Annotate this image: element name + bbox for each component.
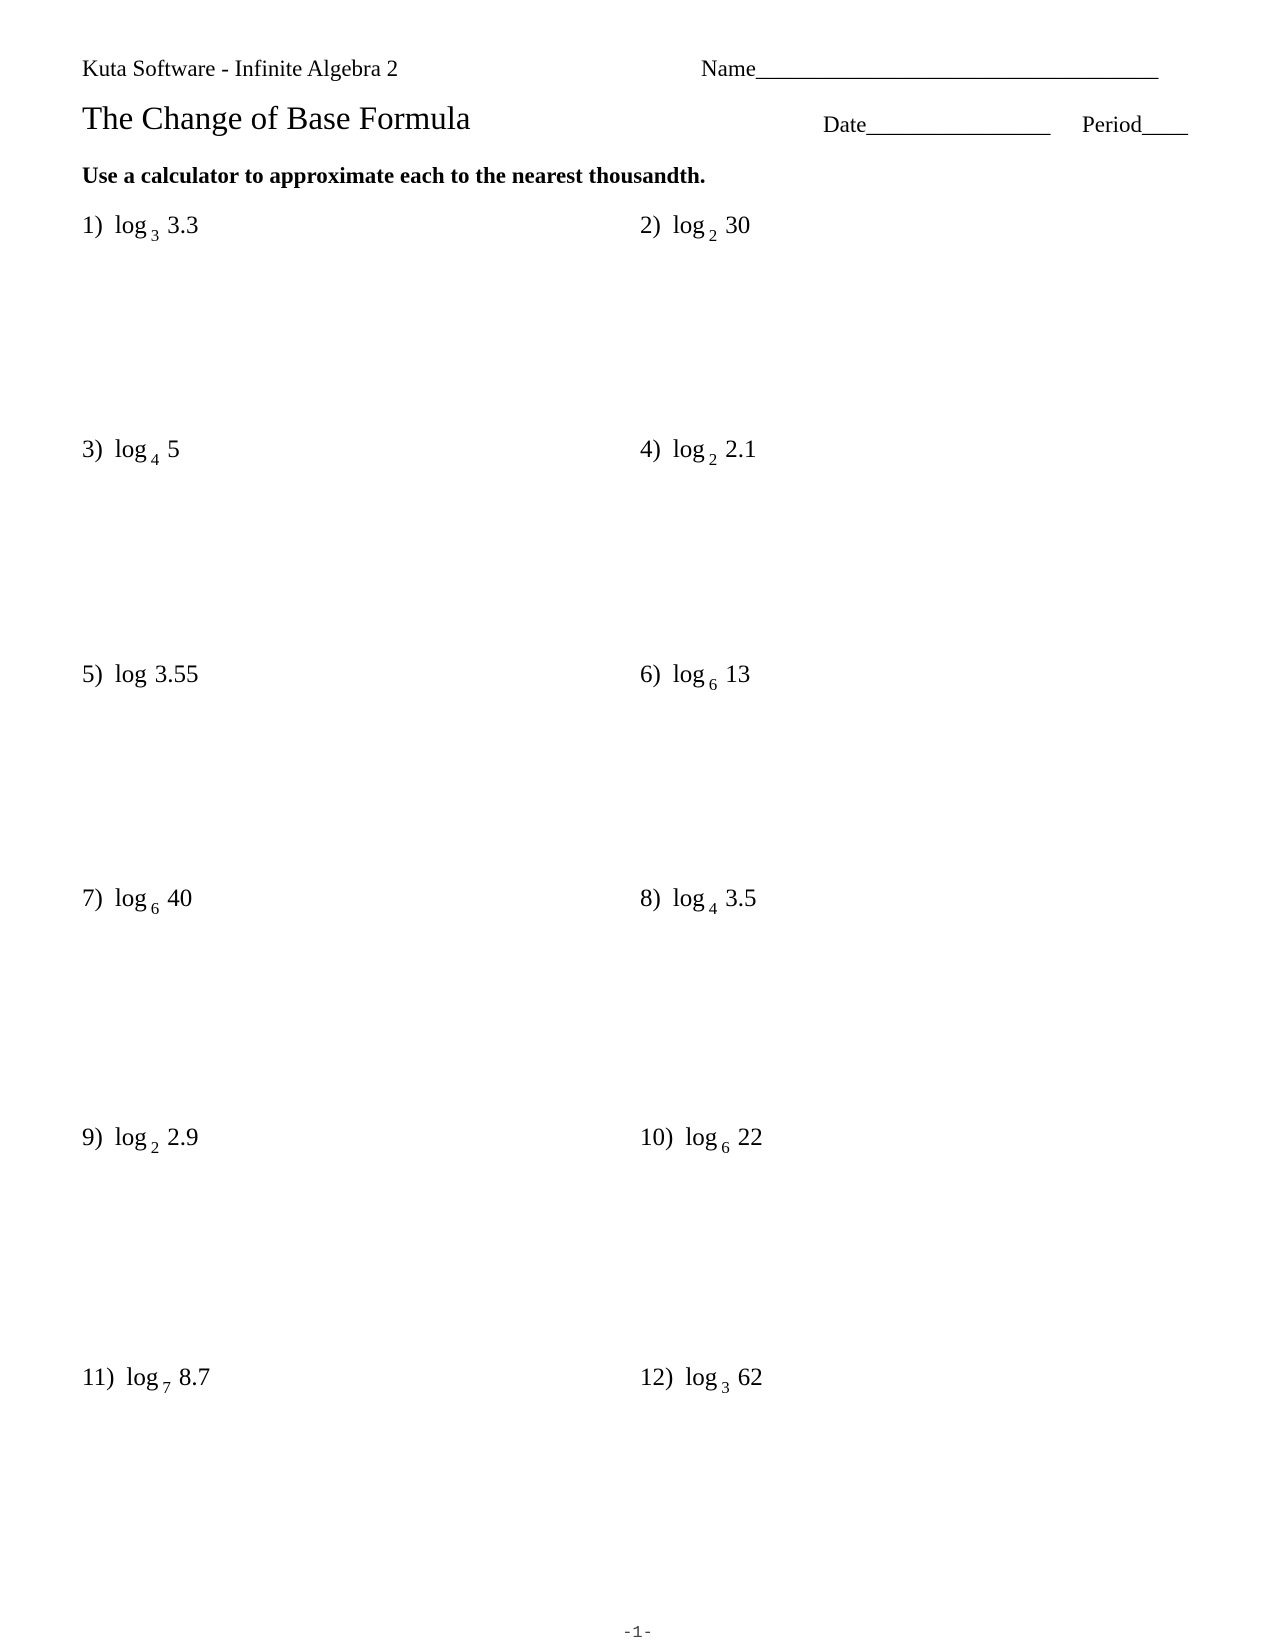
log-argument: 30 <box>725 212 751 239</box>
log-base: 6 <box>150 899 160 918</box>
problem-12 <box>640 1364 763 1397</box>
log-argument: 62 <box>737 1364 763 1391</box>
log-function: log <box>672 661 705 688</box>
problem-1 <box>82 212 199 245</box>
problem-6 <box>640 661 751 694</box>
problem-4 <box>640 436 757 469</box>
log-function: log <box>114 661 147 688</box>
problem-10 <box>640 1124 763 1157</box>
log-function: log <box>685 1364 718 1391</box>
log-base: 2 <box>708 450 718 469</box>
log-base: 4 <box>150 450 160 469</box>
log-base: 2 <box>708 226 718 245</box>
problem-number: 5) <box>82 661 103 688</box>
page-number: -1- <box>622 1624 653 1643</box>
problem-number: 10) <box>640 1124 674 1151</box>
period-field: Period____ <box>1082 112 1189 137</box>
log-function: log <box>685 1124 718 1151</box>
problem-3 <box>82 436 180 469</box>
problem-number: 7) <box>82 885 103 912</box>
log-argument: 3.3 <box>167 212 199 239</box>
problem-number: 8) <box>640 885 661 912</box>
log-base: 3 <box>721 1378 730 1397</box>
problem-number: 6) <box>640 661 661 688</box>
log-base: 4 <box>708 899 718 918</box>
problem-11 <box>82 1364 211 1397</box>
log-base: 6 <box>721 1138 730 1157</box>
log-function: log <box>672 212 705 239</box>
problem-number: 1) <box>82 212 103 239</box>
log-function: log <box>114 1124 147 1151</box>
log-base: 2 <box>150 1138 160 1157</box>
worksheet-title: The Change of Base Formula <box>82 101 471 137</box>
log-argument: 8.7 <box>178 1364 211 1391</box>
problem-number: 3) <box>82 436 103 463</box>
instructions: Use a calculator to approximate each to the nearest thousandth. <box>82 163 706 188</box>
log-argument: 3.55 <box>154 661 199 688</box>
log-argument: 3.5 <box>725 885 757 912</box>
problem-9 <box>82 1124 199 1157</box>
log-argument: 2.9 <box>167 1124 199 1151</box>
log-function: log <box>114 436 147 463</box>
software-name: Kuta Software - Infinite Algebra 2 <box>82 56 399 81</box>
log-argument: 2.1 <box>725 436 757 463</box>
problem-number: 12) <box>640 1364 674 1391</box>
problem-5 <box>82 661 199 689</box>
problem-2 <box>640 212 751 245</box>
log-base: 7 <box>162 1378 171 1397</box>
date-field: Date________________ <box>823 112 1051 137</box>
log-base: 6 <box>708 675 718 694</box>
problem-8 <box>640 885 757 918</box>
problem-7 <box>82 885 193 918</box>
log-function: log <box>114 212 147 239</box>
problem-number: 4) <box>640 436 661 463</box>
log-argument: 22 <box>737 1124 763 1151</box>
log-function: log <box>672 885 705 912</box>
log-base: 3 <box>150 226 160 245</box>
log-function: log <box>672 436 705 463</box>
name-field: Name___________________________________ <box>701 56 1159 81</box>
log-argument: 5 <box>167 436 180 463</box>
log-argument: 40 <box>167 885 193 912</box>
problem-number: 9) <box>82 1124 103 1151</box>
log-argument: 13 <box>725 661 751 688</box>
log-function: log <box>126 1364 159 1391</box>
problem-number: 11) <box>82 1364 115 1391</box>
log-function: log <box>114 885 147 912</box>
problem-number: 2) <box>640 212 661 239</box>
